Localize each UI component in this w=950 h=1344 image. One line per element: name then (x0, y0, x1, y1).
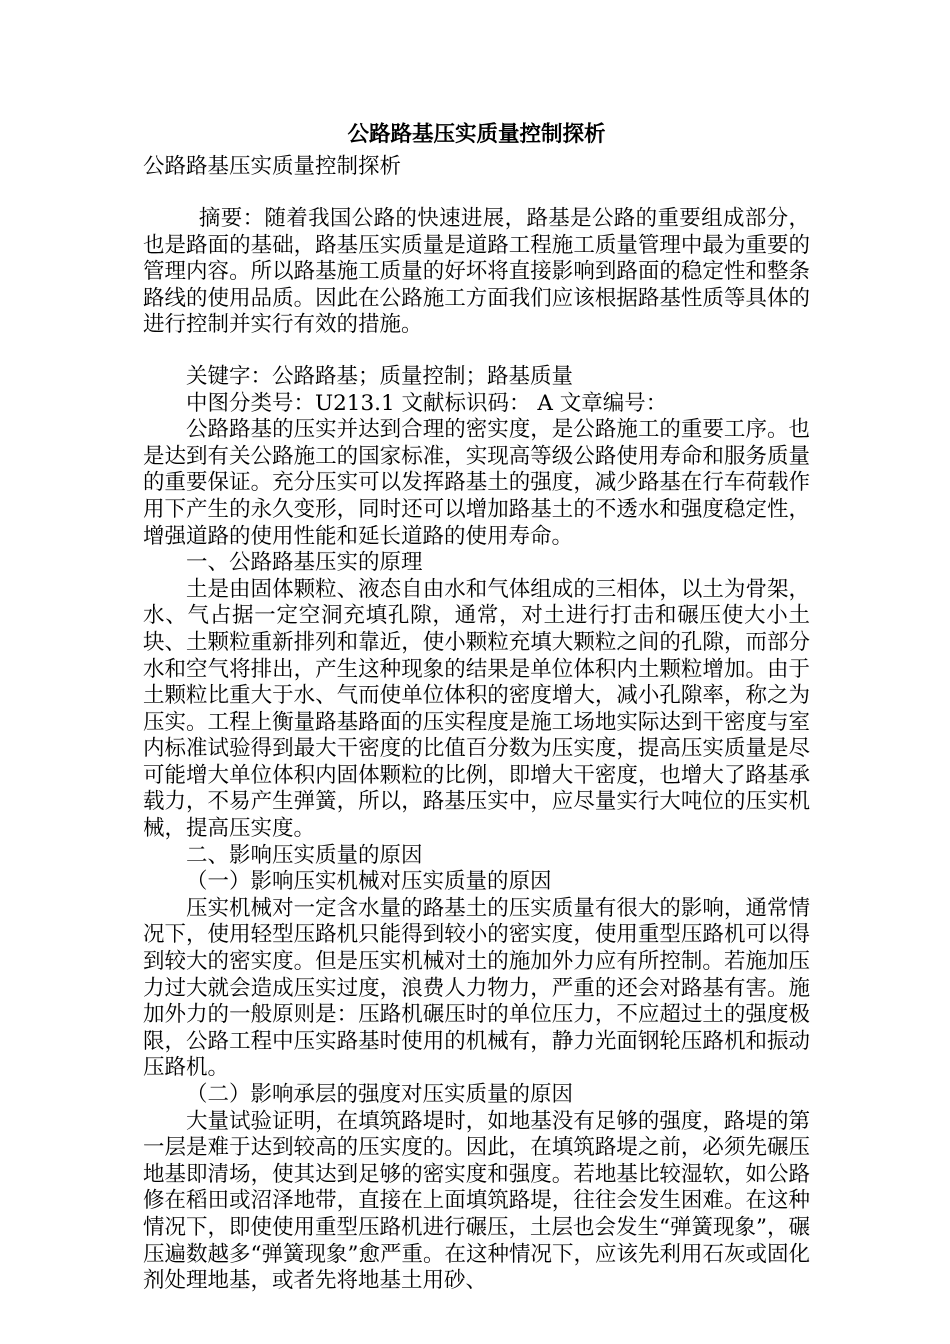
keywords-line: 关键字：公路路基；质量控制；路基质量 (186, 363, 574, 389)
document-subtitle: 公路路基压实质量控制探析 (143, 154, 402, 179)
section-2-1-heading: （一）影响压实机械对压实质量的原因 (186, 869, 552, 895)
section-2-2-paragraph: 大量试验证明，在填筑路堤时，如地基没有足够的强度，路堤的第一层是难于达到较高的压实度的。因此，在填筑路堤之前，必须先碾压地基即清场，使其达到足够的密实度和强度。若地基比较湿软，如公路修在稻田或沼泽地带，直接在上面填筑路堤，往往会发生困难。在这种情况下，即使使用重型压路机进行碾压，土层也会发生“弹簧现象”，碾压遍数越多“弹簧现象”愈严重。在这种情况下，应该先利用石灰或固化剂处理地基，或者先将地基土用砂、 (143, 1108, 810, 1294)
document-title: 公路路基压实质量控制探析 (347, 122, 606, 147)
document-body (143, 118, 810, 1295)
section-2-2-heading: （二）影响承层的强度对压实质量的原因 (186, 1082, 574, 1107)
intro-paragraph: 公路路基的压实并达到合理的密实度，是公路施工的重要工序。也是达到有关公路施工的国家标准，实现高等级公路使用寿命和服务质量的重要保证。充分压实可以发挥路基土的强度，减少路基在行车荷载作用下产生的永久变形，同时还可以增加路基土的不透水和强度稳定性，增强道路的使用性能和延长道路的使用寿命。 (143, 417, 810, 549)
section-2-heading: 二、影响压实质量的原因 (186, 842, 423, 868)
section-1-paragraph: 土是由固体颗粒、液态自由水和气体组成的三相体，以土为骨架，水、气占据一定空洞充填孔隙，通常，对土进行打击和碾压使大小土块、土颗粒重新排列和靠近，使小颗粒充填大颗粒之间的孔隙，而部分水和空气将排出，产生这种现象的结果是单位体积内土颗粒增加。由于土颗粒比重大于水、气而使单位体积的密度增大，减小孔隙率，称之为压实。工程上衡量路基路面的压实程度是施工场地实际达到干密度与室内标准试验得到最大干密度的比值百分数为压实度，提高压实质量是尽可能增大单位体积内固体颗粒的比例，即增大干密度，也增大了路基承载力，不易产生弹簧，所以，路基压实中，应尽量实行大吨位的压实机械，提高压实度。 (143, 576, 810, 842)
abstract-paragraph: 摘要：随着我国公路的快速进展，路基是公路的重要组成部分，也是路面的基础，路基压实质量是道路工程施工质量管理中最为重要的管理内容。所以路基施工质量的好坏将直接影响到路面的稳定性和整条路线的使用品质。因此在公路施工方面我们应该根据路基性质等具体的进行控制并实行有效的措施。 (143, 206, 810, 338)
section-2-1-paragraph: 压实机械对一定含水量的路基土的压实质量有很大的影响，通常情况下，使用轻型压路机只能得到较小的密实度，使用重型压路机可以得到较大的密实度。但是压实机械对土的施加外力应有所控制。若施加压力过大就会造成压实过度，浪费人力物力，严重的还会对路基有害。施加外力的一般原则是：压路机碾压时的单位压力，不应超过土的强度极限，公路工程中压实路基时使用的机械有，静力光面钢轮压路机和振动压路机。 (143, 895, 810, 1081)
classification-line: 中图分类号：U213.1 文献标识码： A 文章编号： (186, 390, 668, 416)
section-1-heading: 一、公路路基压实的原理 (186, 550, 423, 576)
